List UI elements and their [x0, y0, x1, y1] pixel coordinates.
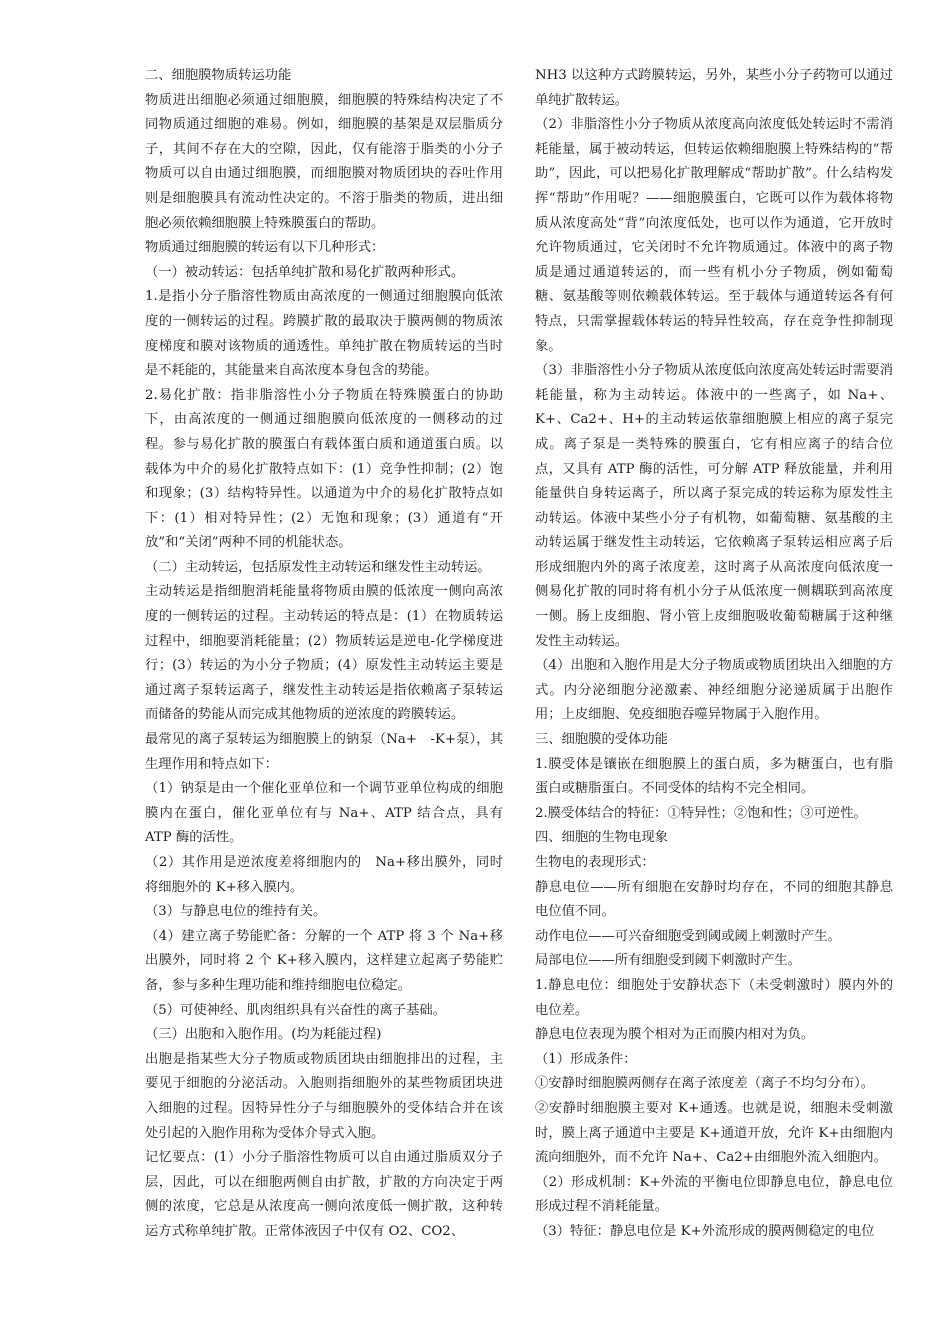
- list-item: （1）钠泵是由一个催化亚单位和一个调节亚单位构成的细胞膜内在蛋白，催化亚单位有与 Na+、ATP 结合点，具有 ATP 酶的活性。: [145, 781, 503, 846]
- subsection-heading: （一）被动转运：包括单纯扩散和易化扩散两种形式。: [145, 264, 465, 280]
- paragraph: 1.静息电位：细胞处于安静状态下（未受刺激时）膜内外的电位差。: [535, 977, 893, 1018]
- paragraph: 物质进出细胞必须通过细胞膜，细胞膜的特殊结构决定了不同物质通过细胞的难易。例如，细胞膜的基架是双层脂质分子，其间不存在大的空隙，因此，仅有能溶于脂类的小分子物质可以自由通过细胞膜，而细胞膜对物质团块的吞吐作用则是细胞膜具有流动性决定的。不溶于脂类的物质，进出细胞必须依赖细胞膜上特殊膜蛋白的帮助。: [145, 92, 503, 231]
- paragraph: 2.易化扩散：指非脂溶性小分子物质在特殊膜蛋白的协助下，由高浓度的一侧通过细胞膜向低浓度的一侧移动的过程。参与易化扩散的膜蛋白有载体蛋白质和通道蛋白质。以载体为中介的易化扩散特点如下：(1）竞争性抑制；(2）饱和现象；(3）结构特异性。以通道为中介的易化扩散特点如下：(1）相对特异性；(2）无饱和现象；(3）通道有“开放”和“关闭”两种不同的机能状态。: [145, 387, 503, 551]
- paragraph: 动作电位——可兴奋细胞受到阈或阈上刺激时产生。: [535, 928, 841, 944]
- paragraph: 最常见的离子泵转运为细胞膜上的钠泵（Na+ -K+泵），其生理作用和特点如下：: [145, 732, 503, 772]
- section-heading: 二、细胞膜物质转运功能: [145, 68, 292, 83]
- list-item: （3）与静息电位的维持有关。: [145, 904, 327, 920]
- paragraph: 1.是指小分子脂溶性物质由高浓度的一侧通过细胞膜向低浓度的一侧转运的过程。跨膜扩散的最取决于膜两侧的物质浓度梯度和膜对该物质的通透性。单纯扩散在物质转运的当时是不耗能的，其能量来自高浓度本身包含的势能。: [145, 289, 503, 379]
- left-column: [145, 64, 503, 1245]
- list-item: （2）非脂溶性小分子物质从浓度高向浓度低处转运时不需消耗能量，属于被动转运，但转运依赖细胞膜上特殊结构的“帮助”，因此，可以把易化扩散理解成“帮助扩散”。什么结构发挥“帮助”作用呢？——细胞膜蛋白，它既可以作为载体将物质从浓度高处“背”向浓度低处，也可以作为通道，它开放时允许物质通过，它关闭时不允许物质通过。体液中的离子物质是通过通道转运的，而一些有机小分子物质，例如葡萄糖、氨基酸等则依赖载体转运。至于载体与通道转运各有何特点，只需掌握载体转运的特异性较高，存在竞争性抑制现象。: [535, 117, 893, 354]
- paragraph: 1.膜受体是镶嵌在细胞膜上的蛋白质，多为糖蛋白，也有脂蛋白或糖脂蛋白。不同受体的结构不完全相同。: [535, 756, 893, 797]
- list-item: ②安静时细胞膜主要对 K+通透。也就是说，细胞未受刺激时，膜上离子通道中主要是 K+通道开放，允许 K+由细胞内流向细胞外，而不允许 Na+、Ca2+由细胞外流入细胞内。: [535, 1100, 893, 1166]
- paragraph: 2.膜受体结合的特征：①特异性；②饱和性；③可逆性。: [535, 805, 867, 821]
- paragraph: 物质通过细胞膜的转运有以下几种形式：: [145, 240, 385, 256]
- list-item: （2）其作用是逆浓度差将细胞内的 Na+移出膜外，同时将细胞外的 K+移入膜内。: [145, 855, 503, 895]
- right-column: [535, 64, 893, 1245]
- list-item: （4）建立离子势能贮备：分解的一个 ATP 将 3 个 Na+移出膜外，同时将 2 个 K+移入膜内，这样建立起离子势能贮备，参与多种生理功能和维持细胞电位稳定。: [145, 928, 503, 993]
- list-item: （5）可使神经、肌肉组织具有兴奋性的离子基础。: [145, 1002, 446, 1018]
- list-item: ①安静时细胞膜两侧存在离子浓度差（离子不均匀分布）。: [535, 1076, 875, 1092]
- paragraph: 静息电位表现为膜个相对为正而膜内相对为负。: [535, 1027, 815, 1043]
- paragraph: 出胞是指某些大分子物质或物质团块由细胞排出的过程，主要见于细胞的分泌活动。入胞则指细胞外的某些物质团块进入细胞的过程。因特异性分子与细胞膜外的受体结合并在该处引起的入胞作用称为受体介导式入胞。: [145, 1051, 503, 1141]
- list-item: （3）特征：静息电位是 K+外流形成的膜两侧稳定的电位: [535, 1223, 875, 1239]
- list-item: （4）出胞和入胞作用是大分子物质或物质团块出入细胞的方式。内分泌细胞分泌激素、神经细胞分泌递质属于出胞作用；上皮细胞、免疫细胞吞噬异物属于入胞作用。: [535, 658, 893, 723]
- paragraph: 生物电的表现形式：: [535, 855, 655, 870]
- paragraph: NH3 以这种方式跨膜转运，另外，某些小分子药物可以通过单纯扩散转运。: [535, 68, 893, 108]
- subsection-heading: （二）主动转运，包括原发性主动转运和继发性主动转运。: [145, 559, 491, 575]
- paragraph: 静息电位——所有细胞在安静时均存在，不同的细胞其静息电位值不同。: [535, 879, 893, 920]
- paragraph: 主动转运是指细胞消耗能量将物质由膜的低浓度一侧向高浓度的一侧转运的过程。主动转运的特点是：(1）在物质转运过程中，细胞要消耗能量；(2）物质转运是逆电-化学梯度进行；(3）转运的为小分子物质；(4）原发性主动转运主要是通过离子泵转运离子，继发性主动转运是指依赖离子泵转运而储备的势能从而完成其他物质的逆浓度的跨膜转运。: [145, 584, 503, 723]
- list-item: （1）形成条件：: [535, 1051, 637, 1067]
- list-item: （3）非脂溶性小分子物质从浓度低向浓度高处转运时需要消耗能量，称为主动转运。体液中的一些离子，如 Na+、K+、Ca2+、H+的主动转运依靠细胞膜上相应的离子泵完成。离子泵是一类特殊的膜蛋白，它有相应离子的结合位点，又具有 ATP 酶的活性，可分解 ATP 释放能量，并利用能量供自身转运离子，所以离子泵完成的转运称为原发性主动转运。体液中某些小分子有机物，如葡萄糖、氨基酸的主动转运属于继发性主动转运，它依赖离子泵转运相应离子后形成细胞内外的离子浓度差，这时离子从高浓度向低浓度一侧易化扩散的同时将有机小分子从低浓度一侧耦联到高浓度一侧。肠上皮细胞、肾小管上皮细胞吸收葡萄糖属于这种继发性主动转运。: [535, 363, 893, 649]
- list-item: （2）形成机制：K+外流的平衡电位即静息电位，静息电位形成过程不消耗能量。: [535, 1174, 893, 1215]
- section-heading: 三、细胞膜的受体功能: [535, 732, 668, 748]
- paragraph: 记忆要点：(1）小分子脂溶性物质可以自由通过脂质双分子层，因此，可以在细胞两侧自由扩散，扩散的方向决定于两侧的浓度，它总是从浓度高一侧向浓度低一侧扩散，这种转运方式称单纯扩散。正常体液因子中仅有 O2、CO2、: [145, 1150, 503, 1239]
- subsection-heading: （三）出胞和入胞作用。(均为耗能过程): [145, 1027, 382, 1043]
- paragraph: 局部电位——所有细胞受到阈下刺激时产生。: [535, 953, 801, 969]
- section-heading: 四、细胞的生物电现象: [535, 830, 668, 846]
